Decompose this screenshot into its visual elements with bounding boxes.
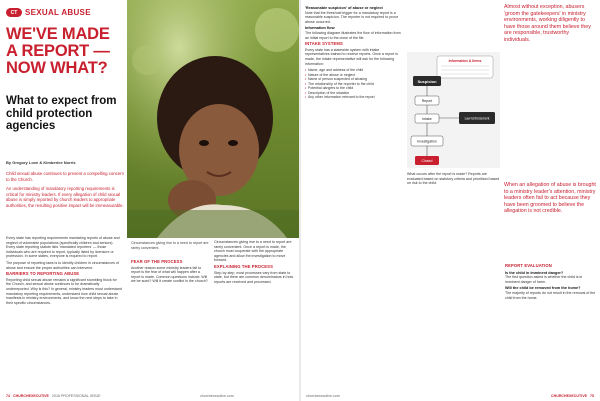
child-photo-illustration <box>127 0 300 238</box>
diagram-node-closed: Closed <box>421 159 433 163</box>
right-page <box>300 0 600 401</box>
intro-paragraph: An understanding of mandatory reporting requirements is critical for ministry leaders. If every allegation of child sexual abuse is simply reported by church leaders to appropriate authorities, the resulting positive impact will be immeasurable. <box>6 186 124 208</box>
list-item: • Description of the situation <box>305 91 401 96</box>
diagram-node-suspicion: Suspicion <box>417 79 437 84</box>
diagram-node-investigation: Investigation <box>417 139 437 144</box>
section-heading: INTAKE SYSTEMS <box>305 41 343 47</box>
paragraph: What occurs after the report is made? Reports are evaluated based on statutory criteria and prioritized based on risk to the child. <box>407 172 500 186</box>
list-item: • The relationship of the reporter to the child <box>305 82 401 87</box>
publication-name: CHURCHEXECUTIVE <box>13 394 49 398</box>
publication-name: CHURCHEXECUTIVE <box>551 394 587 398</box>
right-folio-site <box>306 394 340 398</box>
subsection-heading: Information flow <box>305 26 335 31</box>
right-column-2 <box>407 172 500 188</box>
diagram-top-label: Information & Items <box>448 59 482 63</box>
list-item: • Potential dangers to the child <box>305 86 401 91</box>
section-tag <box>6 8 91 17</box>
paragraph: The purpose of reporting laws is to identify children in circumstances of abuse and ensure the proper authorities can intervene. <box>6 260 119 270</box>
byline: By Gregory Love & Kimberlee Norris <box>6 160 76 165</box>
paragraph: Circumstances giving rise to a need to report are rarely convenient. Once a report is made, the church must cooperate with the appropriate agencies and allow the investigation to move forward. <box>214 240 292 263</box>
middle-column <box>131 258 209 286</box>
pull-quote-top: Almost without exception, abusers 'groom the gatekeepers' in ministry environments, working diligently to have those around them believe they are responsible, trustworthy individuals. <box>504 4 591 43</box>
subsection-heading: Is the child in imminent danger? <box>505 270 564 275</box>
right-column-1 <box>305 4 401 100</box>
page-number: 74 <box>6 394 10 398</box>
page-number: 75 <box>590 394 594 398</box>
section-heading: REPORT EVALUATION <box>505 263 552 268</box>
paragraph: The first question asked is whether the child is in imminent danger of harm. <box>505 275 583 284</box>
section-heading: BARRIERS TO REPORTING ABUSE <box>6 271 80 277</box>
subsection-heading: 'Reasonable suspicion' of abuse or neglect <box>305 6 383 10</box>
right-column-3 <box>505 262 597 302</box>
issue-date: 2016 PROFESSIONAL ISSUE <box>51 394 101 398</box>
left-folio-site <box>200 394 234 398</box>
list-item: • Nature of the abuse or neglect <box>305 73 401 78</box>
paragraph: Note that the threshold trigger for a mandatory report is a reasonable suspicion. The reporter is not required to prove abuse occurred. <box>305 10 399 24</box>
paragraph: Every state has reporting requirements mandating reports of abuse and neglect of vulnerable populations (specifically children and seniors). Every state reporting statute lists 'mandated reporters' — those individuals who are required to report, typically listed by licensure or profession. In some states, everyone is required to report. <box>6 236 120 259</box>
subhead: What to expect from child protection agencies <box>6 95 117 132</box>
pull-quote-bottom: When an allegation of abuse is brought to a ministry leader's attention, ministry leaders often fail to act because they have been groomed to believe the allegation is not credible. <box>504 182 596 215</box>
list-item: • Any other information relevant to the report <box>305 95 401 100</box>
section-heading: FEAR OF THE PROCESS <box>131 259 183 264</box>
left-folio <box>6 394 101 398</box>
left-page-right-column <box>214 240 296 286</box>
paragraph: The following diagram illustrates the flow of information from an initial report to the close of the file. <box>305 30 401 40</box>
section-heading: EXPLAINING THE PROCESS <box>214 263 273 269</box>
website-url: churchexecutive.com <box>306 394 340 398</box>
diagram-node-intake: Intake <box>422 117 432 121</box>
publication-logo: CT <box>6 8 22 17</box>
photo-caption: Circumstances giving rise to a need to report are rarely convenient. <box>131 241 209 250</box>
diagram-node-report: Report <box>421 99 433 103</box>
paragraph: Every state has a statewide system with intake representatives trained to receive reports. Once a report is made, the intake representative will ask for the following information: <box>305 47 398 66</box>
intake-info-list <box>305 68 401 100</box>
diagram-node-law-enforcement: Law Enforcement <box>464 116 490 121</box>
subsection-heading: Will the child be removed from the home? <box>505 286 581 291</box>
paragraph: Another reason some ministry leaders fail to report is the fear of what will happen after a report is made. Common questions include: Will we be sued? Will it create conflict in the church? <box>131 265 208 284</box>
list-item: • Name, age and address of the child <box>305 68 401 73</box>
website-url: churchexecutive.com <box>200 394 234 398</box>
left-column <box>6 236 122 307</box>
paragraph: The majority of reports do not result in the removal of the child from the home. <box>505 290 596 300</box>
standfirst: Child sexual abuse continues to present a compelling concern to the Church. <box>6 171 124 182</box>
information-flow-diagram <box>407 52 500 168</box>
right-folio <box>551 394 594 398</box>
paragraph: Reporting child sexual abuse remains a significant stumbling block for the Church, and sexual abuse continues to be dramatically underreported. Why is this? In general, ministry leaders must understand mandatory reporting requirements, understand how child sexual abuse manifests in ministry environments, and know the next steps to take in their specific circumstances. <box>6 277 122 305</box>
headline: WE'VE MADE A REPORT — NOW WHAT? <box>6 25 110 77</box>
flow-diagram-svg <box>407 52 500 168</box>
hero-photo <box>127 0 300 238</box>
paragraph: Step-by-step, most processes vary from state to state, but there are common denominators in how reports are received and processed. <box>214 270 294 284</box>
list-item: • Name of person suspected of abusing <box>305 77 401 82</box>
section-label: SEXUAL ABUSE <box>25 8 91 17</box>
